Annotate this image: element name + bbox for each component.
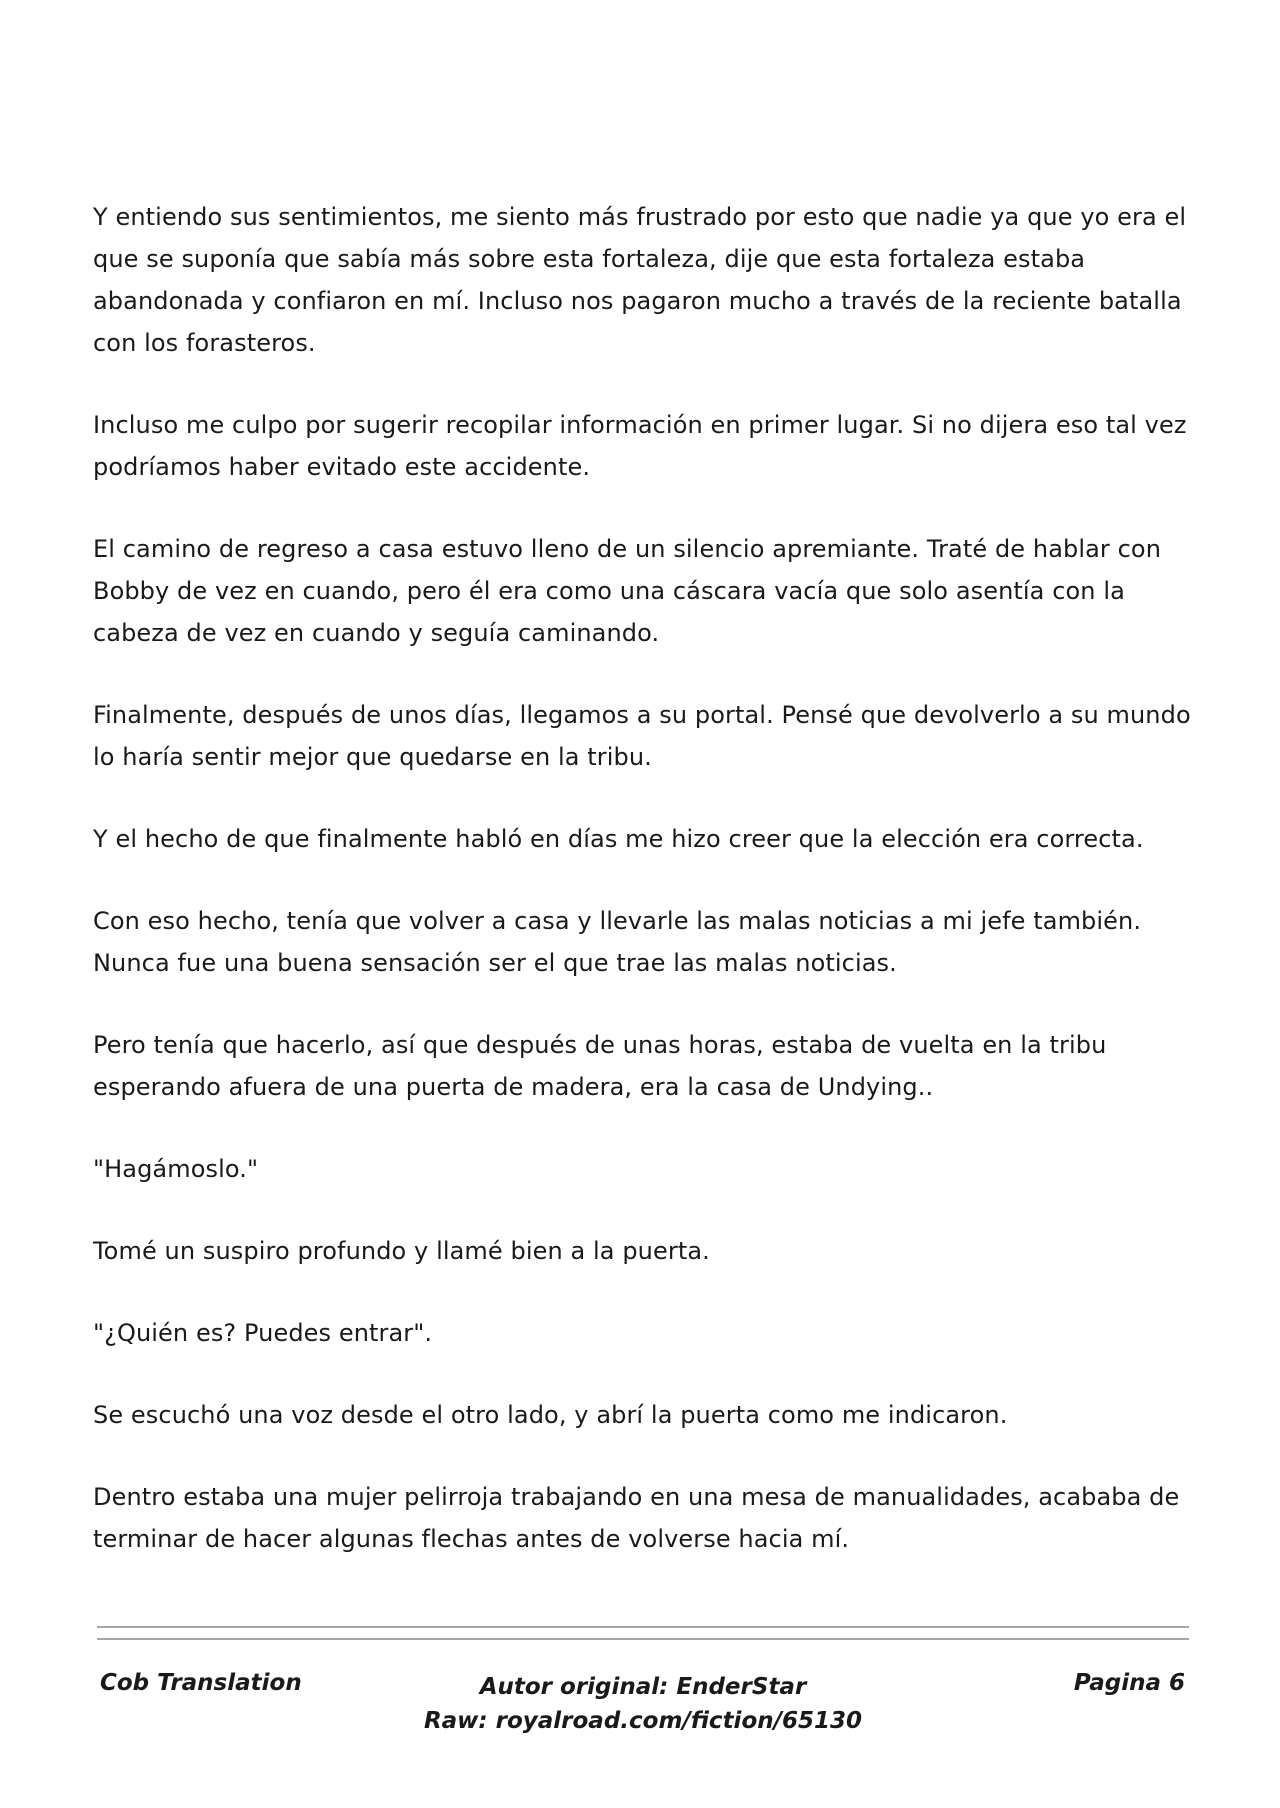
paragraph: Incluso me culpo por sugerir recopilar información en primer lugar. Si no dijera eso tal vez podríamos haber evitado este accidente. bbox=[93, 411, 1187, 481]
footer-divider-bottom bbox=[97, 1638, 1189, 1640]
paragraph: Dentro estaba una mujer pelirroja trabajando en una mesa de manualidades, acababa de terminar de hacer algunas flechas antes de volverse hacia mí. bbox=[93, 1483, 1180, 1553]
paragraph: Se escuchó una voz desde el otro lado, y abrí la puerta como me indicaron. bbox=[93, 1401, 1008, 1429]
footer-divider-top bbox=[97, 1626, 1189, 1628]
paragraph: Con eso hecho, tenía que volver a casa y llevarle las malas noticias a mi jefe también. Nunca fue una buena sensación ser el que trae las malas noticias. bbox=[93, 907, 1142, 977]
paragraph: Y el hecho de que finalmente habló en días me hizo creer que la elección era correcta. bbox=[93, 825, 1144, 853]
paragraph: Pero tenía que hacerlo, así que después de unas horas, estaba de vuelta en la tribu esperando afuera de una puerta de madera, era la casa de Undying.. bbox=[93, 1031, 1107, 1101]
paragraph: El camino de regreso a casa estuvo lleno de un silencio apremiante. Traté de hablar con Bobby de vez en cuando, pero él era como una cáscara vacía que solo asentía con la cabeza de vez en cuando y seguía caminando. bbox=[93, 535, 1162, 647]
paragraph: "Hagámoslo." bbox=[93, 1155, 259, 1183]
paragraph: Finalmente, después de unos días, llegamos a su portal. Pensé que devolverlo a su mundo lo haría sentir mejor que quedarse en la tribu. bbox=[93, 701, 1191, 771]
footer-page-number: Pagina 6 bbox=[1073, 1670, 1185, 1696]
footer-author: Autor original: EnderStar bbox=[479, 1674, 807, 1700]
body-text bbox=[93, 196, 1203, 1600]
paragraph: Y entiendo sus sentimientos, me siento más frustrado por esto que nadie ya que yo era el que se suponía que sabía más sobre esta fortaleza, dije que esta fortaleza estaba abandonada y confiaron en mí. Incluso nos pagaron mucho a través de la reciente batalla con los forasteros. bbox=[93, 203, 1187, 357]
footer-translator: Cob Translation bbox=[100, 1670, 302, 1696]
paragraph: "¿Quién es? Puedes entrar". bbox=[93, 1319, 433, 1347]
page-footer bbox=[97, 1670, 1189, 1750]
paragraph: Tomé un suspiro profundo y llamé bien a la puerta. bbox=[93, 1237, 710, 1265]
footer-raw-link: Raw: royalroad.com/fiction/65130 bbox=[423, 1708, 863, 1734]
footer-credits bbox=[97, 1670, 1189, 1738]
